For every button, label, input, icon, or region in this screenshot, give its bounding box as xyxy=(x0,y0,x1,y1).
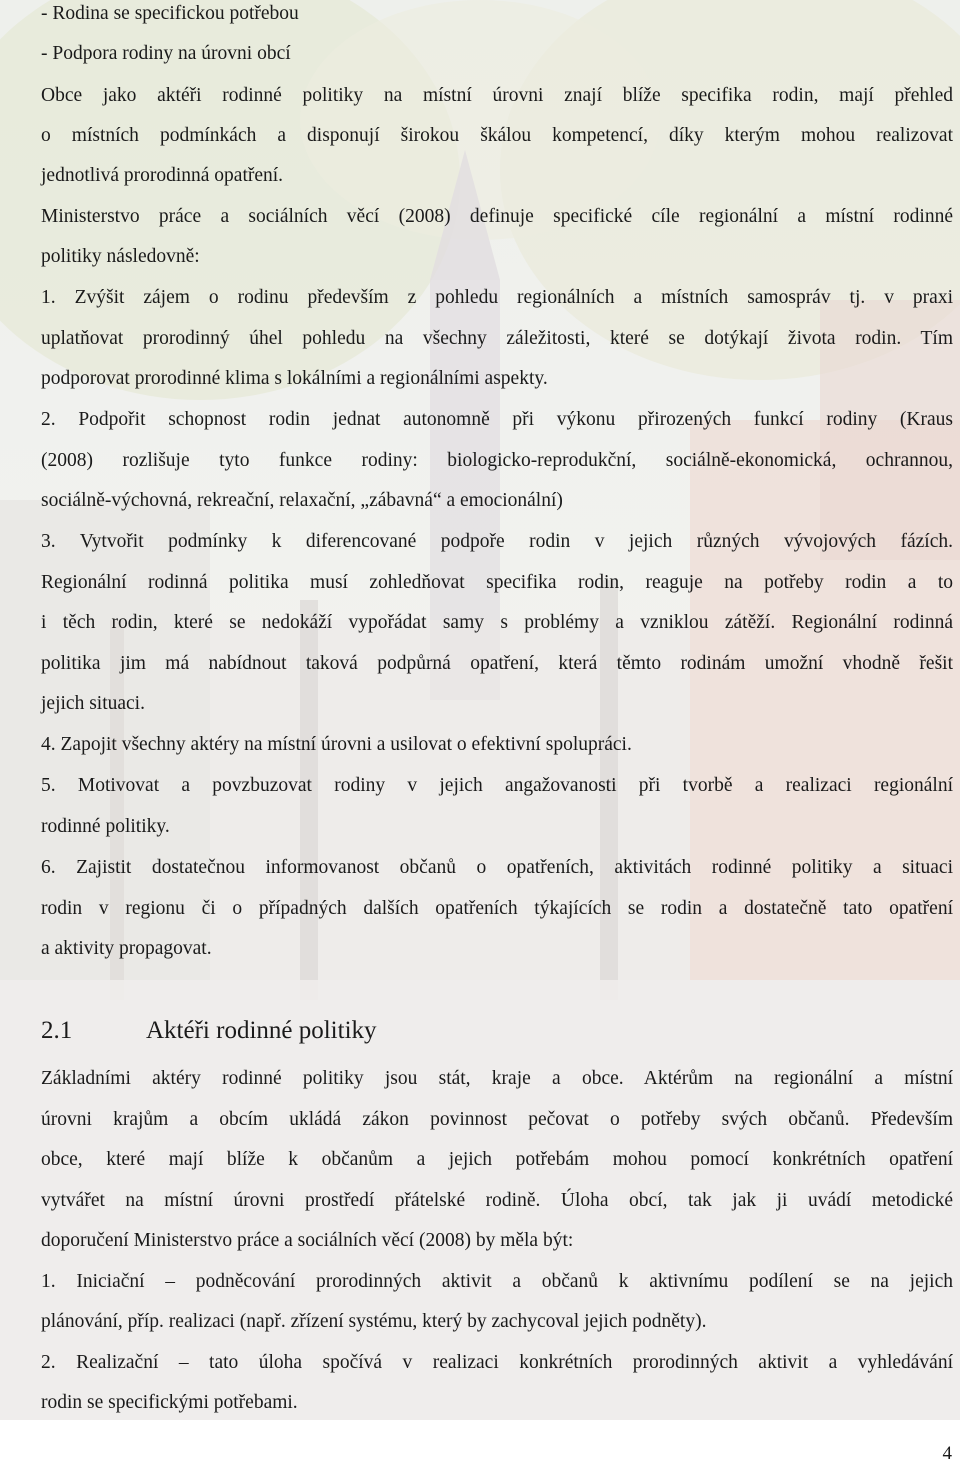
list-item: rodin v regionu či o případných dalších opatřeních týkajících se rodin a dostatečně tato opatření xyxy=(41,898,953,919)
paragraph-line: i těch rodin, které se nedokáží vypořádat samy s problémy a vzniklou zátěží. Regionální rodinná xyxy=(41,612,953,633)
list-item: sociálně-výchovná, rekreační, relaxační, „zábavná“ a emocionální) xyxy=(41,490,563,511)
list-item: 4. Zapojit všechny aktéry na místní úrovni a usilovat o efektivní spolupráci. xyxy=(41,734,632,755)
list-item: (2008) rozlišuje tyto funkce rodiny: biologicko-reprodukční, sociálně-ekonomická, ochrannou, xyxy=(41,450,953,471)
paragraph-line: Ministerstvo práce a sociálních věcí (2008) definuje specifické cíle regionální a místní rodinné xyxy=(41,206,953,227)
paragraph-line: politiky následovně: xyxy=(41,246,200,267)
paragraph-line: úrovni krajům a obcím ukládá zákon povinnost pečovat o potřeby svých občanů. Především xyxy=(41,1109,953,1130)
list-item: plánování, příp. realizaci (např. zřízení systému, který by zachycoval jejich podněty). xyxy=(41,1311,707,1332)
list-item: rodin se specifickými potřebami. xyxy=(41,1392,298,1413)
page-number: 4 xyxy=(942,1443,952,1464)
bullet-item: - Podpora rodiny na úrovni obcí xyxy=(41,43,291,64)
list-item: podporovat prorodinné klima s lokálními a regionálními aspekty. xyxy=(41,368,548,389)
list-item: 5. Motivovat a povzbuzovat rodiny v jejich angažovanosti při tvorbě a realizaci regionální xyxy=(41,775,953,796)
list-item: 1. Zvýšit zájem o rodinu především z pohledu regionálních a místních samospráv tj. v praxi xyxy=(41,287,953,308)
paragraph-line: politika jim má nabídnout taková podpůrná opatření, která těmto rodinám umožní vhodně řešit xyxy=(41,653,953,674)
paragraph-line: Základními aktéry rodinné politiky jsou stát, kraje a obce. Aktérům na regionální a místní xyxy=(41,1068,953,1089)
list-item: 2. Realizační – tato úloha spočívá v realizaci konkrétních prorodinných aktivit a vyhledávání xyxy=(41,1352,953,1373)
list-item: rodinné politiky. xyxy=(41,816,170,837)
list-item: 6. Zajistit dostatečnou informovanost občanů o opatřeních, aktivitách rodinné politiky a situaci xyxy=(41,857,953,878)
section-heading xyxy=(41,1016,377,1046)
list-item: 2. Podpořit schopnost rodin jednat autonomně při výkonu přirozených funkcí rodiny (Kraus xyxy=(41,409,953,430)
paragraph-line: vytvářet na místní úrovni prostředí přátelské rodině. Úloha obcí, tak jak ji uvádí metodické xyxy=(41,1190,953,1211)
paragraph-line: doporučení Ministerstvo práce a sociálních věcí (2008) by měla být: xyxy=(41,1230,574,1251)
section-number: 2.1 xyxy=(41,1017,73,1044)
list-item: uplatňovat prorodinný úhel pohledu na všechny záležitosti, které se dotýkají života rodin. Tím xyxy=(41,328,953,349)
list-item: a aktivity propagovat. xyxy=(41,938,212,959)
paragraph-line: jejich situaci. xyxy=(41,693,145,714)
bullet-item: - Rodina se specifickou potřebou xyxy=(41,3,299,24)
list-item: 1. Iniciační – podněcování prorodinných aktivit a občanů k aktivnímu podílení se na jejich xyxy=(41,1271,953,1292)
paragraph-line: jednotlivá prorodinná opatření. xyxy=(41,165,284,186)
section-title: Aktéři rodinné politiky xyxy=(146,1017,377,1044)
list-item: 3. Vytvořit podmínky k diferencované podpoře rodin v jejich různých vývojových fázích. xyxy=(41,531,953,552)
paragraph-line: obce, které mají blíže k občanům a jejich potřebám mohou pomocí konkrétních opatření xyxy=(41,1149,953,1170)
paragraph-line: o místních podmínkách a disponují širokou škálou kompetencí, díky kterým mohou realizovat xyxy=(41,125,953,146)
paragraph-line: Obce jako aktéři rodinné politiky na místní úrovni znají blíže specifika rodin, mají přehled xyxy=(41,85,953,106)
paragraph-line: Regionální rodinná politika musí zohledňovat specifika rodin, reaguje na potřeby rodin a to xyxy=(41,572,953,593)
